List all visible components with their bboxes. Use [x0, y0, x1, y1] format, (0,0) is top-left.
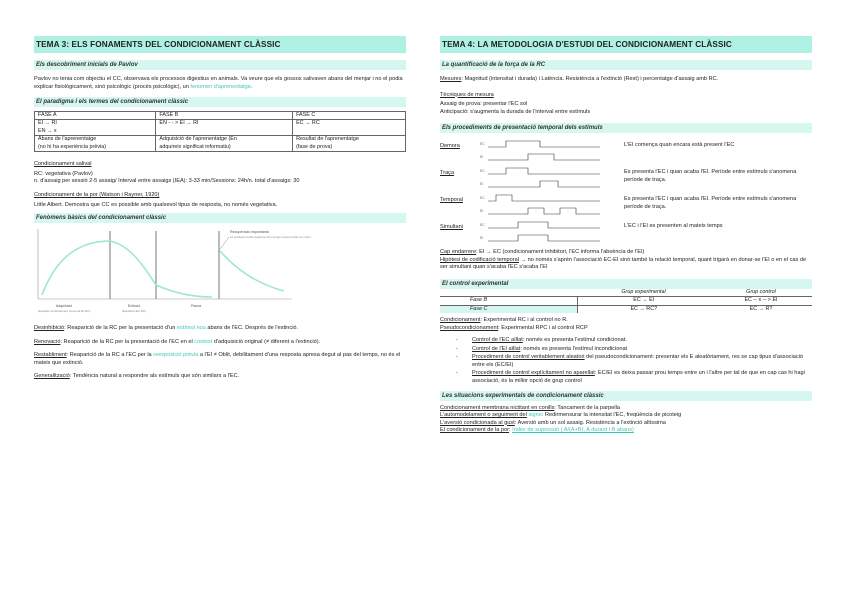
control-head-exp: Grup experimental — [577, 289, 710, 297]
phenomenon-post: a l'EI ≠ Oblit, debilitament d'una resposta apresa degut al pas del temps, no és el mateix que extinció. — [34, 352, 401, 366]
annotation-sub: es produeix la RC després d'un temps sense trobar-se el EC — [230, 235, 311, 240]
control-table — [440, 289, 812, 313]
phenomenon-term: Desinhibició — [34, 325, 65, 332]
phase-sub-extinction: (Establert EC-RC) — [121, 309, 147, 314]
situation-text: : Aversió amb un sol assaig. Resistència a l'extinció altíssima — [514, 419, 666, 426]
procedure-row — [440, 191, 812, 218]
extinction-tail — [156, 285, 212, 297]
control-bullet-text: : només es presenta l'estímul condicionat. — [522, 337, 627, 344]
situation-label: Condicionament membrana nictitant en conills — [440, 404, 555, 411]
situation-label: L'automodelament o seguiment del — [440, 412, 527, 419]
control-row-label: Fase C — [440, 305, 577, 313]
ei-label: EI — [480, 236, 484, 241]
ec-label: EC — [480, 142, 485, 147]
ec-label: EC — [480, 223, 485, 228]
spontaneous-recovery-curve — [220, 251, 284, 291]
control-bullet — [456, 370, 812, 385]
ei-signal — [488, 154, 600, 160]
procedure-description: Es presenta l'EC i quan acaba l'EI. Període entre estímuls s'anomena període de traça. — [624, 196, 797, 210]
phenomenon-term: Generalització — [34, 373, 70, 380]
cap-label: Cap endarrere — [440, 249, 477, 256]
phase-label-acquisition: Adquisició — [55, 304, 73, 309]
procedure-row — [440, 164, 812, 191]
pseudo-text: : Experimental RPC i al control RCP — [498, 324, 588, 331]
por-text: Little Albert. Demostra que CC es possible amb qualsevol tipus de resposta, no només vegetativa. — [34, 201, 278, 208]
situation-text: : Redirmensurar la intensitat l'EC, freqüència de picoteig — [541, 412, 682, 419]
situation-line — [440, 405, 812, 413]
procedure-row — [440, 218, 812, 245]
salival-line-1: RC: vegetativa (Pavlov) — [34, 170, 93, 177]
procedure-description: Es presenta l'EC i quan acaba l'EI. Període entre estímuls s'anomena període de traça. — [624, 169, 797, 183]
situation-teal: signe — [528, 412, 542, 419]
section-heading-paradigm: El paradigma i els termes del condicionament clàssic — [34, 97, 406, 107]
phenomenon-term: Restabliment — [34, 352, 67, 359]
ec-signal — [488, 141, 600, 147]
phase-cell: FASE C — [293, 112, 406, 120]
control-bullet-label: Control de l'EI aïllat — [472, 345, 521, 352]
phase-cell: EI → RI — [35, 120, 156, 128]
control-bullet-label: Control de l'EC aïllat — [472, 337, 523, 344]
phenomenon-teal: reexposició prèvia — [153, 352, 199, 359]
section-heading-pavlov: Els descobriment inicials de Pavlov — [34, 60, 406, 70]
ei-signal — [488, 235, 600, 241]
salival-line-2: n. d'assaig per sessió 2-5 assaig/ Interval entre assaigs (IEA): 3-33 min/Sessions: 24h/n. total d'assaigs: 30 — [34, 178, 300, 185]
annotation-pointer — [220, 237, 229, 249]
control-cell: EC → RC? — [630, 305, 658, 312]
situation-line — [440, 420, 812, 428]
phenomenon-term: Renovació — [34, 338, 61, 345]
procedure-timing-diagram — [480, 191, 610, 217]
control-bullet-text: : EC/EI es deixa passar prou temps entre un i l'altre per tal de que en cap cas hi hagi associació, és la millor opció de grup control — [472, 370, 805, 384]
tecniques-line-2: Anticipació: s'augmenta la durada de l'interval entre estímuls — [440, 108, 591, 115]
phase-cell: adquireix significat informatiu) — [156, 144, 293, 152]
phenomenon-teal: estímul nou — [176, 325, 206, 332]
conditioning-curve-chart — [34, 223, 406, 323]
phenomenon-pre: : Reaparició de la RC per la presentació de l'EC en el — [60, 338, 195, 345]
salival-title: Condicionament salival — [34, 161, 92, 168]
phenomena-list — [34, 325, 406, 381]
control-bullet-text: : només es presenta l'estímul incondicionat — [520, 345, 628, 352]
situation-text: : Tancament de la parpella — [554, 404, 620, 411]
phenomenon-teal: context — [194, 338, 213, 345]
condicionament-line — [440, 317, 812, 325]
left-column — [34, 36, 406, 387]
situation-line — [440, 427, 812, 435]
pavlov-teal-term: fenomen d'aprenentatge — [190, 83, 251, 90]
ec-label: EC — [480, 169, 485, 174]
tema3-title: TEMA 3: ELS FONAMENTS DEL CONDICIONAMENT CLÀSSIC — [34, 36, 406, 53]
control-bullets — [440, 337, 812, 385]
procedure-description: L'EI comença quan encara està present l'EC — [624, 142, 735, 149]
mesures-label: Mesures — [440, 76, 462, 82]
situation-text: : — [509, 427, 513, 434]
phase-cell: Resultat de l'aprenentatge — [293, 136, 406, 144]
tecniques-title: Tècniques de mesura — [440, 91, 494, 98]
pseudo-label: Pseudocondicionament — [440, 324, 499, 331]
phase-sub-acquisition: (aparells combinament provocat EI-RC) — [37, 309, 91, 314]
phase-cell — [293, 128, 406, 136]
section-heading-temporal: Els procediments de presentació temporal dels estímuls — [440, 123, 812, 133]
phase-cell: EN - - > EI → RI — [156, 120, 293, 128]
acquisition-curve — [42, 241, 110, 295]
control-bullet-label: Procediment de control veritablement aleatori — [472, 354, 585, 361]
ei-label: EI — [480, 182, 484, 187]
condicionament-text: : Experimental RC i al control no R. — [480, 317, 568, 324]
situation-label: El condicionament de la por — [440, 427, 510, 434]
section-heading-quantification: La quantificació de la força de la RC — [440, 60, 812, 70]
hip-text: → no només s'aprèn l'associació EC-EI sinó també la relació temporal, quant trigarà en donar-se l'EI o en el cas de ser simultani quan s'acaba l'EC s'acaba l'EI — [440, 256, 807, 271]
pavlov-end: . — [250, 83, 253, 90]
situation-teal: índex de supressió ( A/(A+B), A durant i B abans) — [512, 427, 634, 434]
hip-label: Hipòtesi de codificació temporal — [440, 256, 519, 263]
procedure-name: Traça — [440, 170, 455, 177]
ec-signal — [488, 168, 600, 174]
phase-cell: Adquisició de l'aprenentatge (En — [156, 136, 293, 144]
cap-endarrere-line — [440, 249, 812, 257]
right-column — [440, 36, 812, 435]
pavlov-text: Pavlov no tenia com objectiu el CC, observava els processos digestius en animals. Va veure que els gossos salivaven abans del menjar i no el podia explicar fisiològicament, sinó psicològic (procés psicològic), un — [34, 76, 403, 90]
control-head-empty — [440, 289, 577, 297]
procedure-timing-diagram — [480, 137, 610, 163]
por-title: Condicionament de la por (Watson i Rayner, 1920) — [34, 192, 160, 199]
phenomenon-pre: : Reaparició de la RC a l'EC per la — [66, 352, 154, 359]
ei-label: EI — [480, 209, 484, 214]
pavlov-paragraph — [34, 76, 406, 91]
control-bullet — [456, 337, 812, 345]
ei-signal — [488, 181, 600, 187]
procedure-name: Temporal — [440, 197, 464, 204]
condicionament-label: Condicionament — [440, 317, 481, 324]
phenomenon-item — [34, 352, 406, 367]
phenomenon-pre: : Reaparició de la RC per la presentació d'un — [64, 325, 177, 332]
control-cell: EC → EI — [577, 297, 710, 305]
phase-cell: (no hi ha experiència prèvia) — [35, 144, 156, 152]
phase-row — [35, 120, 406, 128]
phase-row — [35, 144, 406, 152]
procedures-list — [440, 137, 812, 245]
control-head-ctrl: Grup control — [710, 289, 812, 297]
phenomenon-post: d'adquisició original (≠ diferent a l'extinció). — [212, 338, 321, 345]
phase-cell: EN → x — [35, 128, 156, 136]
procedure-name: Demora — [440, 143, 460, 150]
section-heading-control: El control experimental — [440, 279, 812, 289]
phase-table — [34, 111, 406, 152]
tecniques-line-1: Assaig de prova: presentar l'EC sol — [440, 101, 528, 108]
situation-line — [440, 412, 812, 420]
phase-cell: (fase de prova) — [293, 144, 406, 152]
phenomenon-item — [34, 373, 406, 381]
mesures-text: : Magnitud (intensitat i durada) i Latència. Resistència a l'extinció (Rext) i percentatge d'assaig amb RC. — [461, 76, 719, 82]
control-bullet — [456, 346, 812, 354]
phase-cell: EC → RC — [293, 120, 406, 128]
control-bullet — [456, 354, 812, 369]
phase-cell: FASE B — [156, 112, 293, 120]
pseudo-line — [440, 325, 812, 333]
procedure-name: Simultani — [440, 224, 464, 231]
ec-signal — [488, 222, 600, 228]
procedure-timing-diagram — [480, 164, 610, 190]
situation-label: L'aversió condicionada al gust — [440, 419, 515, 426]
phase-row — [35, 136, 406, 144]
ei-signal — [488, 208, 600, 214]
phase-cell: FASE A — [35, 112, 156, 120]
phase-cell — [156, 128, 293, 136]
control-row-label: Fase B — [440, 297, 577, 305]
phase-cell: Abans de l'aprenentatge — [35, 136, 156, 144]
ei-label: EI — [480, 155, 484, 160]
mesures-paragraph — [440, 76, 812, 84]
phenomenon-pre: : Tendència natural a respondre als estímuls que són similars a l'EC. — [69, 373, 240, 380]
phase-row — [35, 112, 406, 120]
ec-label: EC — [480, 196, 485, 201]
section-heading-phenomena: Fenòmens bàsics del condicionament clàssic — [34, 213, 406, 223]
control-bullet-label: Procediment de control explícitament no aparellat — [472, 370, 595, 377]
phase-label-pause: Pausa — [190, 304, 202, 309]
cap-text: : EI → EC (condicionament inhibitori, l'EC informa l'absència de l'EI) — [476, 249, 645, 256]
procedure-description: L'EC i l'EI es presenten al mateix temps — [624, 223, 723, 230]
phenomenon-item — [34, 339, 406, 347]
extinction-curve — [110, 241, 156, 285]
phenomenon-post: abans de l'EC. Després de l'extinció. — [205, 325, 299, 332]
control-cell: EC → R? — [749, 305, 773, 312]
procedure-timing-diagram — [480, 218, 610, 244]
phase-label-extinction: Extinció — [127, 304, 141, 309]
hipotesi-line — [440, 257, 812, 272]
procedure-row — [440, 137, 812, 164]
tema4-title: TEMA 4: LA METODOLOGIA D'ESTUDI DEL CONDICIONAMENT CLÀSSIC — [440, 36, 812, 53]
phenomenon-item — [34, 325, 406, 333]
annotation-label: Recuperació espontània — [230, 230, 269, 235]
control-bullet-text: del pseudocondicionament: presentar els E aleatòriament, res se cap tipus d'associació entre els (EC/EI) — [472, 354, 803, 368]
control-cell: EC -- x -- > EI — [710, 297, 812, 305]
section-heading-situations: Les situacions experimentals de condicionament clàssic — [440, 391, 812, 401]
phase-row — [35, 128, 406, 136]
ec-signal — [488, 195, 600, 201]
